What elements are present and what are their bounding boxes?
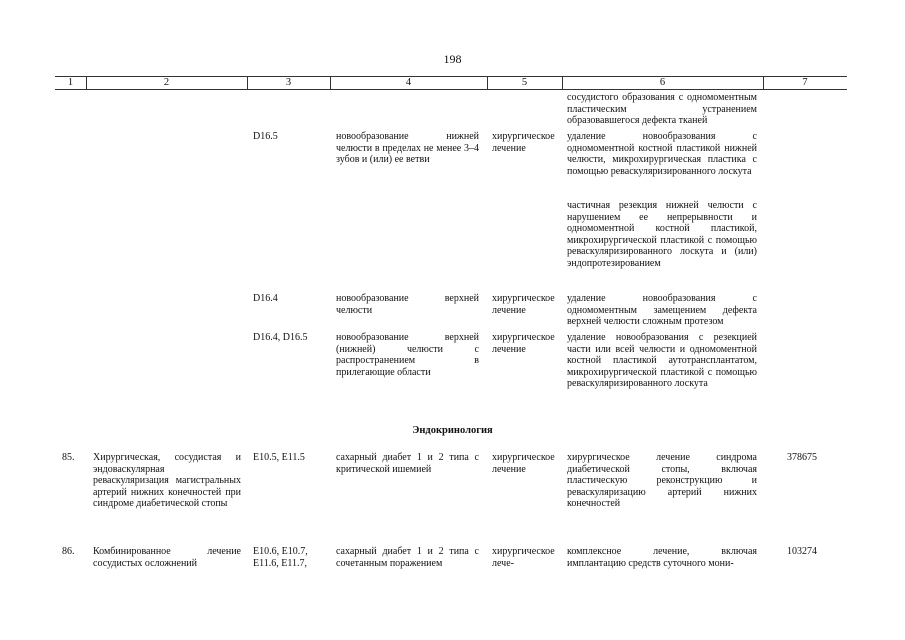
column-number: 4 (405, 77, 412, 88)
treatment-type: хирургическое лечение (492, 293, 555, 316)
patient-model: сахарный диабет 1 и 2 типа с критической ишемией (336, 452, 479, 475)
method-continuation: сосудистого образования с одномоментным пластическим устранением образовавшегося дефекта тканей (567, 92, 757, 127)
cost-value: 103274 (787, 546, 817, 557)
hmp-name: Комбинированное лечение сосудистых осложнений (93, 546, 241, 569)
diagnosis-code: D16.4 (253, 293, 278, 304)
page-number: 198 (443, 52, 462, 66)
diagnosis-code: E10.6, E10.7, E11.6, E11.7, (253, 546, 308, 569)
patient-model: новообразование верхней (нижней) челюсти с распространением в прилегающие области (336, 332, 479, 378)
treatment-method: хирургическое лечение синдрома диабетической стопы, включая пластическую реконструкцию и реваскуляризацию артерий нижних конечностей (567, 452, 757, 510)
row-number: 85. (62, 452, 75, 463)
treatment-method: удаление новообразования с резекцией части или всей челюсти и одномоментной костной пластикой аутотрансплантатом, микрохирургической пластикой с помощью реваскуляризированного лоскута (567, 332, 757, 390)
treatment-type: хирургическое лечение (492, 332, 555, 355)
diagnosis-code: D16.5 (253, 131, 278, 142)
treatment-method: удаление новообразования с одномоментной костной пластикой нижней челюсти, микрохирургическая пластика с помощью реваскуляризированного лоскута (567, 131, 757, 177)
treatment-method: частичная резекция нижней челюсти с нарушением ее непрерывности и одномоментной костной пластикой, микрохирургической пластикой с помощью реваскуляризированного лоскута и (или) эндопротезированием (567, 200, 757, 269)
column-number: 1 (67, 77, 74, 88)
hmp-name: Хирургическая, сосудистая и эндоваскулярная реваскуляризация магистральных артерий нижних конечностей при синдроме диабетической стопы (93, 452, 241, 510)
treatment-type: хирургическое лечение (492, 131, 555, 154)
column-number: 2 (163, 77, 170, 88)
treatment-type: хирургическое лече- (492, 546, 555, 569)
cost-value: 378675 (787, 452, 817, 463)
column-number: 7 (802, 77, 808, 88)
section-title: Эндокринология (412, 425, 493, 436)
diagnosis-code: E10.5, E11.5 (253, 452, 305, 463)
column-number: 5 (521, 77, 528, 88)
treatment-type: хирургическое лечение (492, 452, 555, 475)
patient-model: новообразование верхней челюсти (336, 293, 479, 316)
patient-model: новообразование нижней челюсти в пределах не менее 3–4 зубов и (или) ее ветви (336, 131, 479, 166)
diagnosis-code: D16.4, D16.5 (253, 332, 308, 343)
table-header-bottom-border (55, 89, 847, 90)
column-number: 6 (659, 77, 666, 88)
patient-model: сахарный диабет 1 и 2 типа с сочетанным поражением (336, 546, 479, 569)
column-number: 3 (285, 77, 292, 88)
treatment-method: удаление новообразования с одномоментным замещением дефекта верхней челюсти сложным протезом (567, 293, 757, 328)
treatment-method: комплексное лечение, включая имплантацию средств суточного мони- (567, 546, 757, 569)
row-number: 86. (62, 546, 75, 557)
